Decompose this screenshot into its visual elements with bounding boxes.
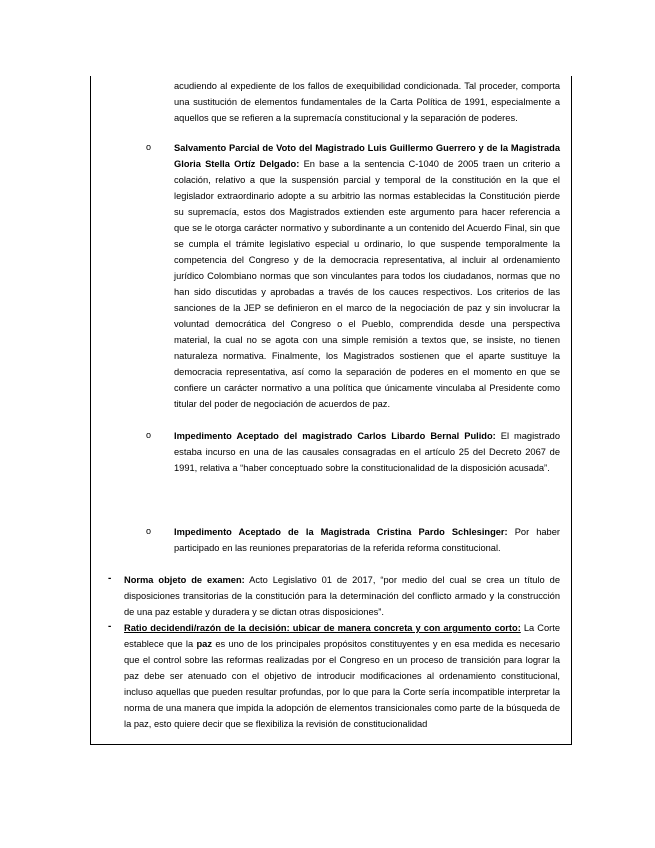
main-item-heading: Ratio decidendi/razón de la decisión: ubicar de manera concreta y con argumento corto: xyxy=(124,623,521,633)
norma-objeto-item xyxy=(124,572,560,620)
sub-item-salvamento xyxy=(174,140,560,412)
main-bullet: - xyxy=(108,573,112,584)
main-bullet: - xyxy=(108,621,112,632)
continuation-paragraph: acudiendo al expediente de los fallos de exequibilidad condicionada. Tal proceder, comporta una sustitución de elementos fundamentales de la Carta Política de 1991, especialmente a aquellos que se refieren a la supremacía constitucional y la separación de poderes. xyxy=(174,81,560,123)
main-item-body-post: es uno de los principales propósitos constituyentes y en esa medida es necesario que el control sobre las reformas realizadas por el Congreso en un proceso de transición para lograr la paz debe ser atenuado con el objetivo de introducir modificaciones al ordenamiento constitucional, incluso aquellas que pueden resultar profundas, por lo que para la Corte sería incompatible interpretar la norma de una manera que impida la adopción de elementos transicionales como parte de la búsqueda de la paz, esto quiere decir que se flexibiliza la revisión de constitucionalidad xyxy=(124,639,560,729)
ratio-decidendi-item xyxy=(124,620,560,732)
sub-item-heading: Salvamento Parcial de Voto del Magistrado Luis Guillermo Guerrero y de la Magistrada Gloria Stella Ortíz Delgado: xyxy=(174,143,560,169)
sub-item-heading: Impedimento Aceptado de la Magistrada Cristina Pardo Schlesinger: xyxy=(174,527,508,537)
sub-item-heading: Impedimento Aceptado del magistrado Carlos Libardo Bernal Pulido: xyxy=(174,431,496,441)
main-item-body-pre: La Corte establece que la xyxy=(124,623,560,649)
main-item-body: Acto Legislativo 01 de 2017, “por medio del cual se crea un título de disposiciones transitorias de la constitución para la determinación del conflicto armado y la construcción de una paz estable y duradera y se dictan otras disposiciones”. xyxy=(124,575,561,617)
sub-bullet: o xyxy=(146,430,152,440)
sub-item-body: Por haber participado en las reuniones preparatorias de la referida reforma constitucional. xyxy=(174,527,560,553)
sub-item-impedimento-bernal xyxy=(174,428,560,476)
main-item-heading: Norma objeto de examen: xyxy=(124,575,245,585)
sub-item-impedimento-pardo xyxy=(174,524,560,556)
main-item-body-bold: paz xyxy=(196,639,212,649)
sub-bullet: o xyxy=(146,142,152,152)
sub-item-body: En base a la sentencia C-1040 de 2005 traen un criterio a colación, relativo a que la suspensión parcial y temporal de la constitución en la que el legislador extraordinario adopte a su arbitrio las normas establecidas la Constitución pierde su supremacía, estos dos Magistrados extienden este argumento para hacer referencia a que se le otorga carácter normativo y subordinante a un contenido del Acuerdo Final, sin que se cumpla el trámite legislativo especial u ordinario, lo que suspende temporalmente la competencia del Congreso y de la democracia representativa, al incluir al ordenamiento jurídico Colombiano normas que son vinculantes para todos los ciudadanos, normas que no han sido discutidas y aprobadas a través de los cauces respectivos. Los criterios de las sanciones de la JEP se definieron en el marco de la negociación de paz y sin involucrar la voluntad democrática del Congreso o el Pueblo, comprendida desde una perspectiva material, la cual no se agota con una simple remisión a textos que, se insiste, no tienen naturaleza normativa. Finalmente, los Magistrados sostienen que el aparte sustituye la democracia representativa, así como la separación de poderes en el momento en que se confiere un carácter normativo a una política que únicamente vinculaba al Presidente como titular del poder de negociación de acuerdos de paz. xyxy=(174,159,560,409)
sub-bullet: o xyxy=(146,526,152,536)
sub-item-body: El magistrado estaba incurso en una de las causales consagradas en el artículo 25 del Decreto 2067 de 1991, relativa a “haber conceptuado sobre la constitucionalidad de la disposición acusada”. xyxy=(174,431,560,473)
